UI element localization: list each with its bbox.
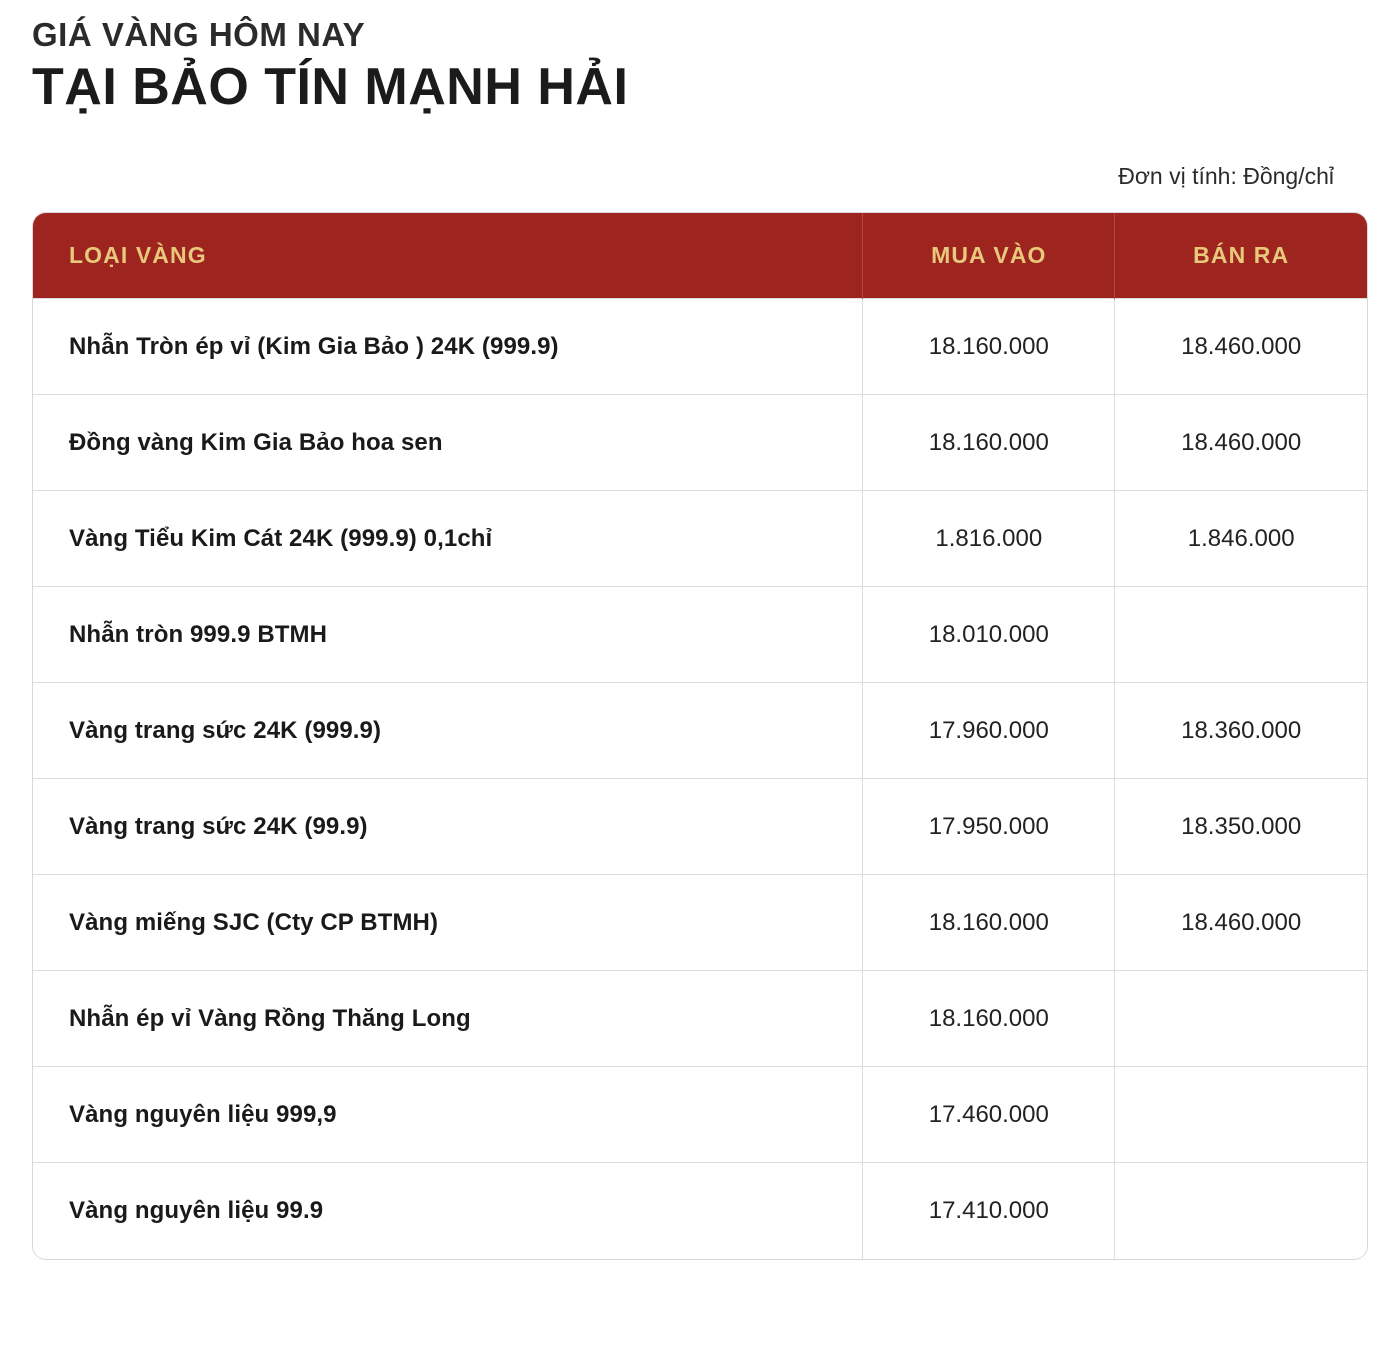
cell-buy-price: 18.160.000	[863, 971, 1115, 1067]
cell-buy-price: 1.816.000	[863, 491, 1115, 587]
table-row	[33, 491, 1367, 587]
column-header-gold-type: LOẠI VÀNG	[33, 213, 863, 299]
cell-sell-price	[1115, 1067, 1367, 1163]
cell-gold-type: Nhẫn ép vỉ Vàng Rồng Thăng Long	[33, 971, 863, 1067]
cell-sell-price: 18.460.000	[1115, 299, 1367, 395]
cell-gold-type: Nhẫn Tròn ép vỉ (Kim Gia Bảo ) 24K (999.9)	[33, 299, 863, 395]
table-row	[33, 299, 1367, 395]
cell-buy-price: 18.160.000	[863, 875, 1115, 971]
cell-gold-type: Đồng vàng Kim Gia Bảo hoa sen	[33, 395, 863, 491]
cell-sell-price	[1115, 971, 1367, 1067]
cell-gold-type: Nhẫn tròn 999.9 BTMH	[33, 587, 863, 683]
cell-sell-price	[1115, 587, 1367, 683]
cell-buy-price: 17.950.000	[863, 779, 1115, 875]
cell-buy-price: 17.960.000	[863, 683, 1115, 779]
gold-price-table	[33, 213, 1367, 1259]
cell-sell-price: 18.360.000	[1115, 683, 1367, 779]
table-row	[33, 395, 1367, 491]
cell-gold-type: Vàng nguyên liệu 99.9	[33, 1163, 863, 1259]
table-row	[33, 971, 1367, 1067]
table-header-row	[33, 213, 1367, 299]
cell-sell-price: 18.460.000	[1115, 875, 1367, 971]
page-header	[32, 0, 1368, 119]
table-row	[33, 875, 1367, 971]
page-title-line2: TẠI BẢO TÍN MẠNH HẢI	[32, 58, 629, 117]
cell-sell-price: 1.846.000	[1115, 491, 1367, 587]
table-row	[33, 1163, 1367, 1259]
column-header-sell: BÁN RA	[1115, 213, 1367, 299]
table-row	[33, 1067, 1367, 1163]
cell-sell-price	[1115, 1163, 1367, 1259]
cell-gold-type: Vàng Tiểu Kim Cát 24K (999.9) 0,1chỉ	[33, 491, 863, 587]
cell-buy-price: 17.410.000	[863, 1163, 1115, 1259]
cell-gold-type: Vàng trang sức 24K (999.9)	[33, 683, 863, 779]
price-table-container	[32, 212, 1368, 1260]
cell-sell-price: 18.350.000	[1115, 779, 1367, 875]
cell-buy-price: 18.160.000	[863, 395, 1115, 491]
cell-gold-type: Vàng trang sức 24K (99.9)	[33, 779, 863, 875]
table-row	[33, 587, 1367, 683]
cell-buy-price: 18.010.000	[863, 587, 1115, 683]
unit-label: Đơn vị tính: Đồng/chỉ	[1118, 162, 1334, 189]
cell-buy-price: 17.460.000	[863, 1067, 1115, 1163]
table-row	[33, 779, 1367, 875]
page-title-line1: GIÁ VÀNG HÔM NAY	[32, 16, 366, 53]
table-row	[33, 683, 1367, 779]
table-body	[33, 299, 1367, 1259]
cell-sell-price: 18.460.000	[1115, 395, 1367, 491]
cell-gold-type: Vàng miếng SJC (Cty CP BTMH)	[33, 875, 863, 971]
cell-gold-type: Vàng nguyên liệu 999,9	[33, 1067, 863, 1163]
cell-buy-price: 18.160.000	[863, 299, 1115, 395]
column-header-buy: MUA VÀO	[863, 213, 1115, 299]
table-header	[33, 213, 1367, 299]
